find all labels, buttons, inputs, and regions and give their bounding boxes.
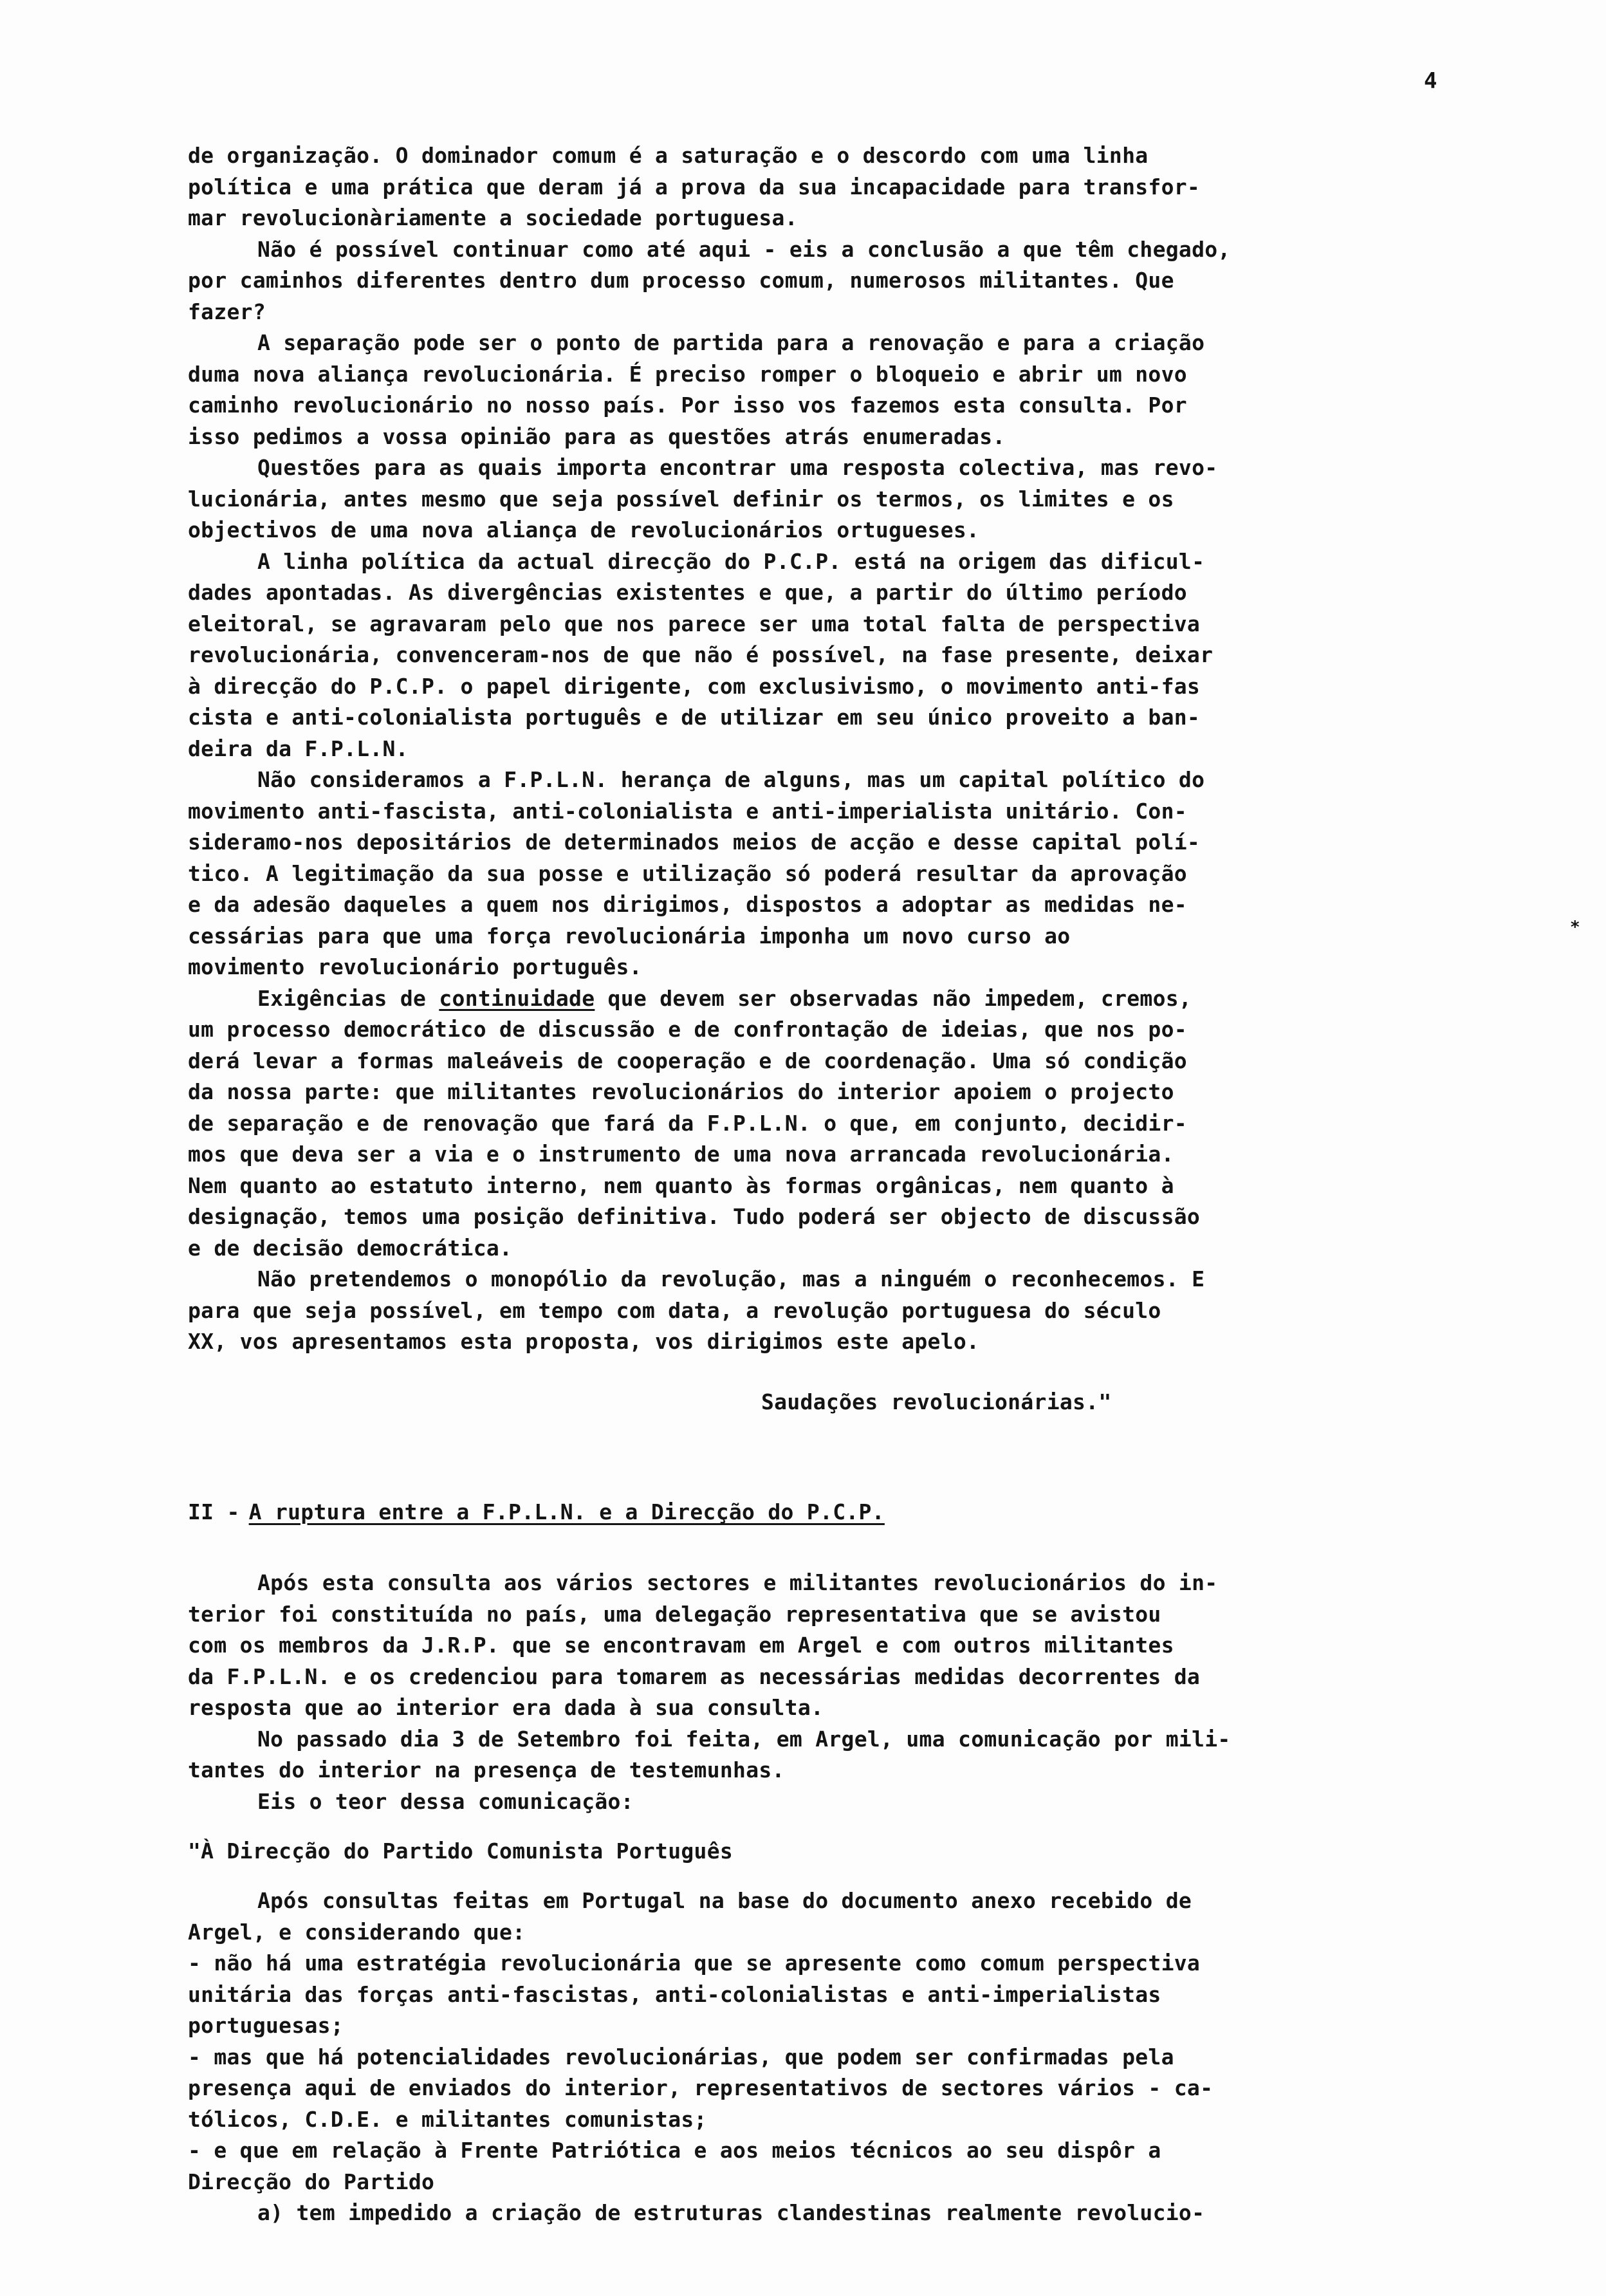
text-line: A linha política da actual direcção do P.C.P. está na origem das dificul-: [257, 548, 1205, 574]
text-line: cista e anti-colonialista português e de utilizar em seu único proveito a ban-: [188, 705, 1201, 730]
text-line: Não pretendemos o monopólio da revolução, mas a ninguém o reconhecemos. E: [257, 1266, 1205, 1292]
text-line: [188, 983, 1552, 1015]
text-line: portuguesas;: [188, 2013, 344, 2038]
text-line: unitária das forças anti-fascistas, anti-colonialistas e anti-imperialistas: [188, 1981, 1161, 2007]
text-line: dades apontadas. As divergências existentes e que, a partir do último período: [188, 580, 1187, 605]
text-line: deira da F.P.L.N.: [188, 736, 409, 761]
text-line: XX, vos apresentamos esta proposta, vos dirigimos este apelo.: [188, 1329, 980, 1354]
text-line: derá levar a formas maleáveis de cooperação e de coordenação. Uma só condição: [188, 1048, 1187, 1073]
text-line: e da adesão daqueles a quem nos dirigimos, dispostos a adoptar as medidas ne-: [188, 892, 1187, 917]
text-line: com os membros da J.R.P. que se encontravam em Argel e com outros militantes: [188, 1633, 1174, 1658]
text-line: designação, temos uma posição definitiva. Tudo poderá ser objecto de discussão: [188, 1204, 1201, 1229]
text-line: - não há uma estratégia revolucionária que se apresente como comum perspectiva: [188, 1950, 1201, 1976]
page-number: 4: [1424, 68, 1437, 94]
text-line: Eis o teor dessa comunicação:: [257, 1788, 634, 1814]
text-line: resposta que ao interior era dada à sua consulta.: [188, 1695, 824, 1720]
text-line: - e que em relação à Frente Patriótica e aos meios técnicos ao seu dispôr a: [188, 2138, 1161, 2163]
underlined-word: continuidade: [439, 985, 595, 1011]
text-line: presença aqui de enviados do interior, representativos de sectores vários - ca-: [188, 2075, 1214, 2100]
text-line: tantes do interior na presença de testemunhas.: [188, 1757, 785, 1782]
body-text-section-1: [188, 140, 1552, 1358]
text-line: revolucionária, convenceram-nos de que não é possível, na fase presente, deixar: [188, 642, 1214, 667]
text-line: isso pedimos a vossa opinião para as questões atrás enumeradas.: [188, 423, 1006, 449]
text-line: mos que deva ser a via e o instrumento de uma nova arrancada revolucionária.: [188, 1142, 1174, 1167]
text-line: por caminhos diferentes dentro dum processo comum, numerosos militantes. Que: [188, 268, 1174, 293]
text-line: Não é possível continuar como até aqui - eis a conclusão a que têm chegado,: [257, 236, 1231, 262]
letter-heading-line: "À Direcção do Partido Comunista Português: [188, 1838, 734, 1864]
text-line: Questões para as quais importa encontrar uma resposta colectiva, mas revo-: [257, 455, 1218, 480]
text-line: e de decisão democrática.: [188, 1235, 513, 1261]
closing-salutation: Saudações revolucionárias.": [761, 1389, 1112, 1414]
text-line: tico. A legitimação da sua posse e utilização só poderá resultar da aprovação: [188, 860, 1187, 886]
text-line: Direcção do Partido: [188, 2169, 435, 2194]
text-line: sideramo-nos depositários de determinados meios de acção e desse capital polí-: [188, 829, 1201, 855]
text-line: objectivos de uma nova aliança de revolucionários ortugueses.: [188, 517, 980, 542]
body-text-section-2: [188, 1568, 1552, 1817]
text-line: Após esta consulta aos vários sectores e militantes revolucionários do in-: [257, 1570, 1218, 1595]
text-line: caminho revolucionário no nosso país. Por isso vos fazemos esta consulta. Por: [188, 393, 1187, 418]
text-line: Argel, e considerando que:: [188, 1919, 526, 1945]
text-line: movimento anti-fascista, anti-colonialista e anti-imperialista unitário. Con-: [188, 798, 1187, 824]
text-line: Após consultas feitas em Portugal na base do documento anexo recebido de: [257, 1888, 1192, 1913]
text-line: lucionária, antes mesmo que seja possível definir os termos, os limites e os: [188, 486, 1174, 512]
text-line: - mas que há potencialidades revolucionárias, que podem ser confirmadas pela: [188, 2044, 1174, 2069]
text-line: duma nova aliança revolucionária. É preciso romper o bloqueio e abrir um novo: [188, 361, 1187, 387]
text-fragment: Exigências de: [257, 985, 439, 1011]
text-line: de separação e de renovação que fará da F.P.L.N. o que, em conjunto, decidir-: [188, 1110, 1187, 1136]
text-line: cessárias para que uma força revolucionária imponha um novo curso ao: [188, 923, 1071, 949]
text-line: da F.P.L.N. e os credenciou para tomarem as necessárias medidas decorrentes da: [188, 1663, 1201, 1689]
margin-mark: *: [1570, 918, 1580, 937]
body-text-section-3: [188, 1885, 1552, 2229]
text-line: de organização. O dominador comum é a saturação e o descordo com uma linha: [188, 143, 1149, 168]
text-line: Não consideramos a F.P.L.N. herança de alguns, mas um capital político do: [257, 767, 1205, 792]
text-line: A separação pode ser o ponto de partida para a renovação e para a criação: [257, 330, 1205, 355]
text-line: à direcção do P.C.P. o papel dirigente, com exclusivismo, o movimento anti-fas: [188, 673, 1201, 699]
text-line: eleitoral, se agravaram pelo que nos parece ser uma total falta de perspectiva: [188, 611, 1201, 636]
text-fragment: que devem ser observadas não impedem, cremos,: [595, 985, 1192, 1011]
section-number: II -: [188, 1499, 240, 1524]
letter-heading: [188, 1836, 1552, 1867]
section-heading: [188, 1497, 885, 1528]
text-line: para que seja possível, em tempo com data, a revolução portuguesa do século: [188, 1297, 1161, 1323]
text-line: tólicos, C.D.E. e militantes comunistas;: [188, 2106, 707, 2132]
text-line: terior foi constituída no país, uma delegação representativa que se avistou: [188, 1601, 1161, 1627]
text-line: um processo democrático de discussão e de confrontação de ideias, que nos po-: [188, 1017, 1187, 1042]
text-line: mar revolucionàriamente a sociedade portuguesa.: [188, 205, 798, 230]
text-line: fazer?: [188, 299, 266, 324]
text-line: da nossa parte: que militantes revolucionários do interior apoiem o projecto: [188, 1079, 1174, 1104]
section-title: A ruptura entre a F.P.L.N. e a Direcção do P.C.P.: [248, 1499, 885, 1524]
text-line: movimento revolucionário português.: [188, 954, 642, 979]
text-line: política e uma prática que deram já a prova da sua incapacidade para transfor-: [188, 174, 1201, 199]
text-line: a) tem impedido a criação de estruturas clandestinas realmente revolucio-: [257, 2200, 1205, 2225]
text-line: No passado dia 3 de Setembro foi feita, em Argel, uma comunicação por mili-: [257, 1726, 1231, 1752]
text-line: Nem quanto ao estatuto interno, nem quanto às formas orgânicas, nem quanto à: [188, 1172, 1174, 1198]
